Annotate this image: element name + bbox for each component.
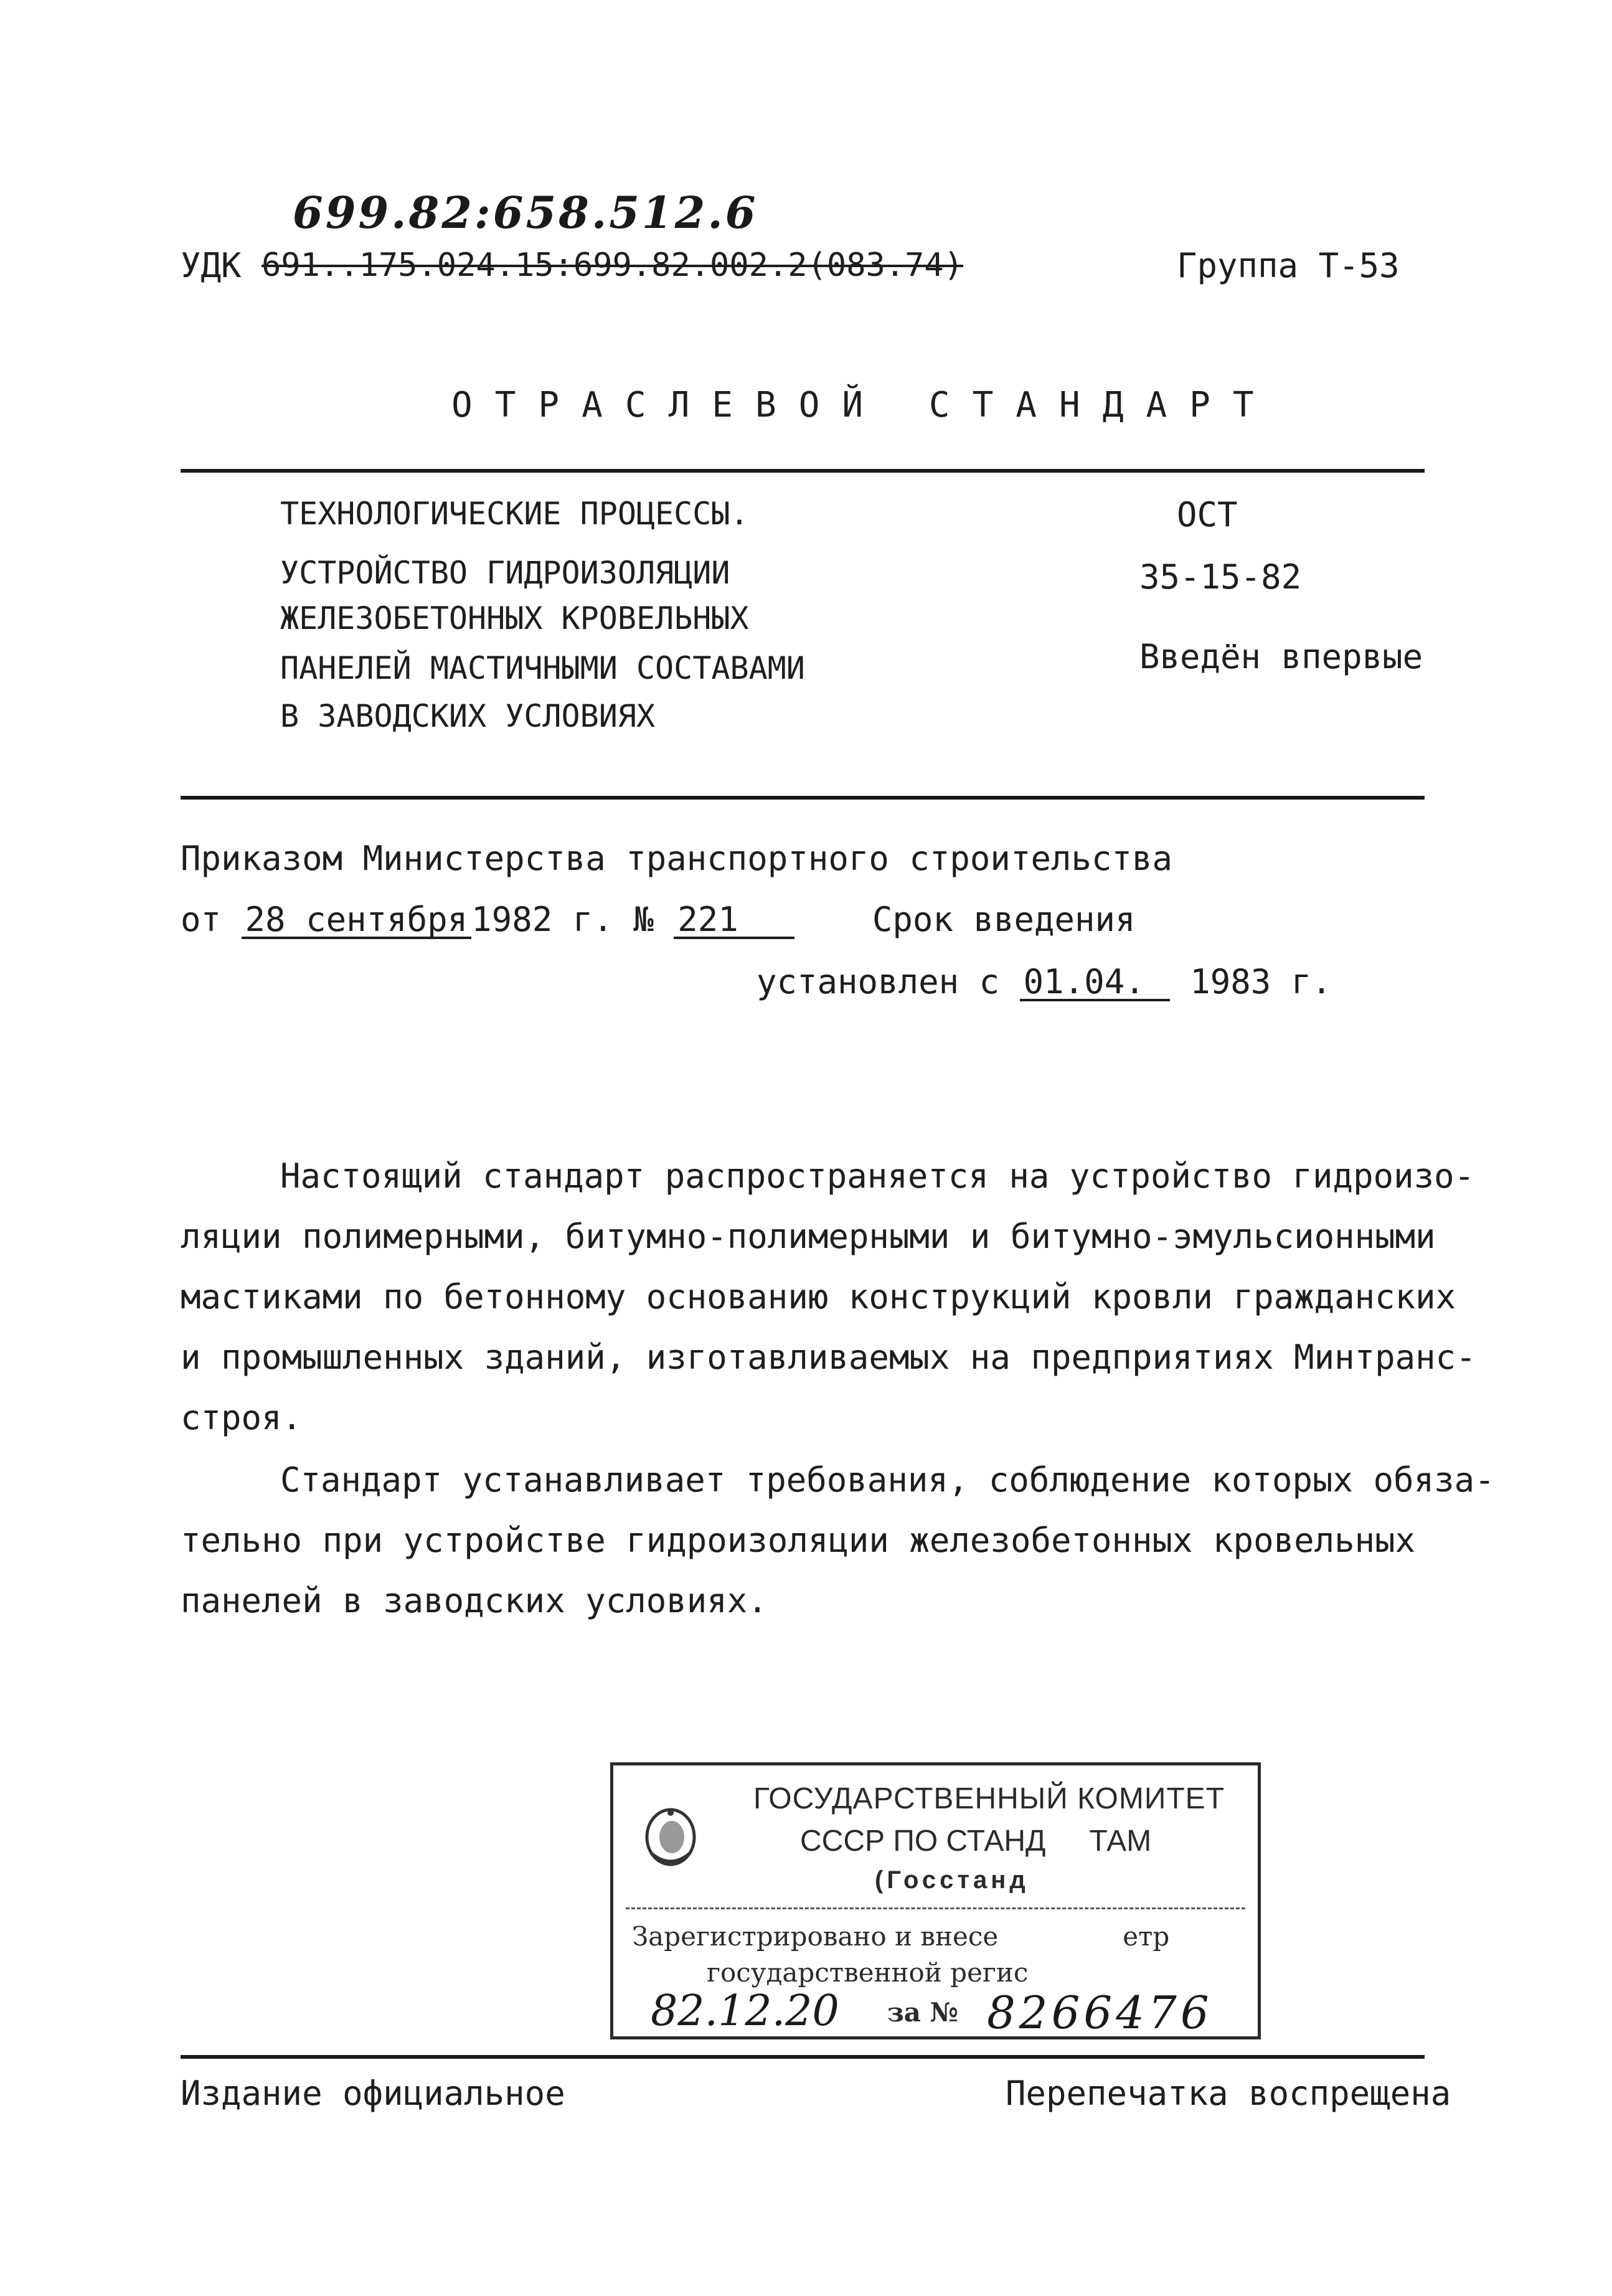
paragraph-2-line: Стандарт устанавливает требования, соблюдение которых обяза- <box>280 1460 1495 1500</box>
stamp-line-4-a: Зарегистрировано и внесе <box>632 1921 999 1952</box>
stamp-line-2-b: ТАМ <box>1089 1825 1152 1858</box>
order-date: 28 сентября <box>242 903 472 939</box>
order-number: 221 <box>674 903 794 939</box>
stamp-za-label: за № <box>887 1997 959 2028</box>
title-line-4: ПАНЕЛЕЙ МАСТИЧНЫМИ СОСТАВАМИ <box>280 650 805 686</box>
paragraph-1-line: Настоящий стандарт распространяется на устройство гидроизо- <box>280 1156 1475 1196</box>
stamp-line-2 <box>800 1824 1151 1858</box>
order-year: 1982 г. <box>471 900 613 939</box>
udc-label: УДК <box>181 246 242 285</box>
order-number-sign: № <box>633 900 654 939</box>
paragraph-1 <box>181 1146 1476 1448</box>
title-line-5: В ЗАВОДСКИХ УСЛОВИЯХ <box>280 698 656 734</box>
title-line-3: ЖЕЛЕЗОБЕТОННЫХ КРОВЕЛЬНЫХ <box>280 600 749 636</box>
paragraph-2-line: панелей в заводских условиях. <box>181 1581 768 1620</box>
order-line-2 <box>181 900 1136 939</box>
footer-left: Издание официальное <box>181 2074 565 2113</box>
bottom-rule <box>181 2055 1425 2059</box>
stamp-line-5: государственной регис <box>707 1957 1029 1988</box>
order-line-3 <box>757 962 1332 1001</box>
paragraph-1-line: ляции полимерными, битумно-полимерными и битумно-эмульсионными <box>181 1217 1436 1256</box>
order-line-1: Приказом Министерства транспортного строительства <box>181 839 1173 878</box>
stamp-reg-number: 8266476 <box>987 1987 1213 2039</box>
ost-number: 35-15-82 <box>1139 557 1302 597</box>
title-line-1: ТЕХНОЛОГИЧЕСКИЕ ПРОЦЕССЫ. <box>280 496 749 532</box>
stamp-line-3: (Госстанд <box>875 1866 1029 1894</box>
paragraph-2-line: тельно при устройстве гидроизоляции железобетонных кровельных <box>181 1521 1416 1560</box>
stamp-divider <box>626 1907 1245 1909</box>
group-label: Группа Т-53 <box>1177 246 1400 285</box>
order-established: установлен с <box>757 962 1000 1001</box>
stamp-line-1: ГОСУДАРСТВЕННЫЙ КОМИТЕТ <box>753 1782 1225 1815</box>
stamp-reg-date: 82.12.20 <box>651 1987 839 2036</box>
standard-type-heading: ОТРАСЛЕВОЙ СТАНДАРТ <box>451 385 1276 425</box>
stamp-line-2-a: СССР ПО СТАНД <box>800 1825 1046 1858</box>
footer-right: Перепечатка воспрещена <box>1006 2074 1451 2113</box>
udc-handwritten: 699.82:658.512.6 <box>293 187 758 239</box>
mid-rule <box>181 796 1425 800</box>
paragraph-1-line: строя. <box>181 1398 303 1437</box>
standard-status: Введён впервые <box>1139 637 1423 676</box>
order-from: от <box>181 900 222 939</box>
stamp-line-4 <box>632 1921 1169 1952</box>
stamp-line-4-b: етр <box>1123 1921 1170 1952</box>
udc-struck-code: 691..175.024.15:699.82.002.2(083.74) <box>262 247 964 284</box>
paragraph-1-line: мастиками по бетонному основанию конструкций кровли гражданских <box>181 1277 1456 1316</box>
title-line-2: УСТРОЙСТВО ГИДРОИЗОЛЯЦИИ <box>280 555 730 591</box>
paragraph-2 <box>181 1450 1495 1631</box>
registration-stamp <box>610 1762 1261 2039</box>
emblem-icon <box>639 1803 702 1871</box>
paragraph-1-line: и промышленных зданий, изготавливаемых на предприятиях Минтранс- <box>181 1338 1476 1377</box>
top-rule <box>181 469 1425 473</box>
ost-label: ОСТ <box>1177 495 1238 534</box>
order-start-date: 01.04. <box>1020 965 1170 1001</box>
order-start-year: 1983 г. <box>1190 962 1332 1001</box>
order-term-label: Срок введения <box>872 900 1136 939</box>
